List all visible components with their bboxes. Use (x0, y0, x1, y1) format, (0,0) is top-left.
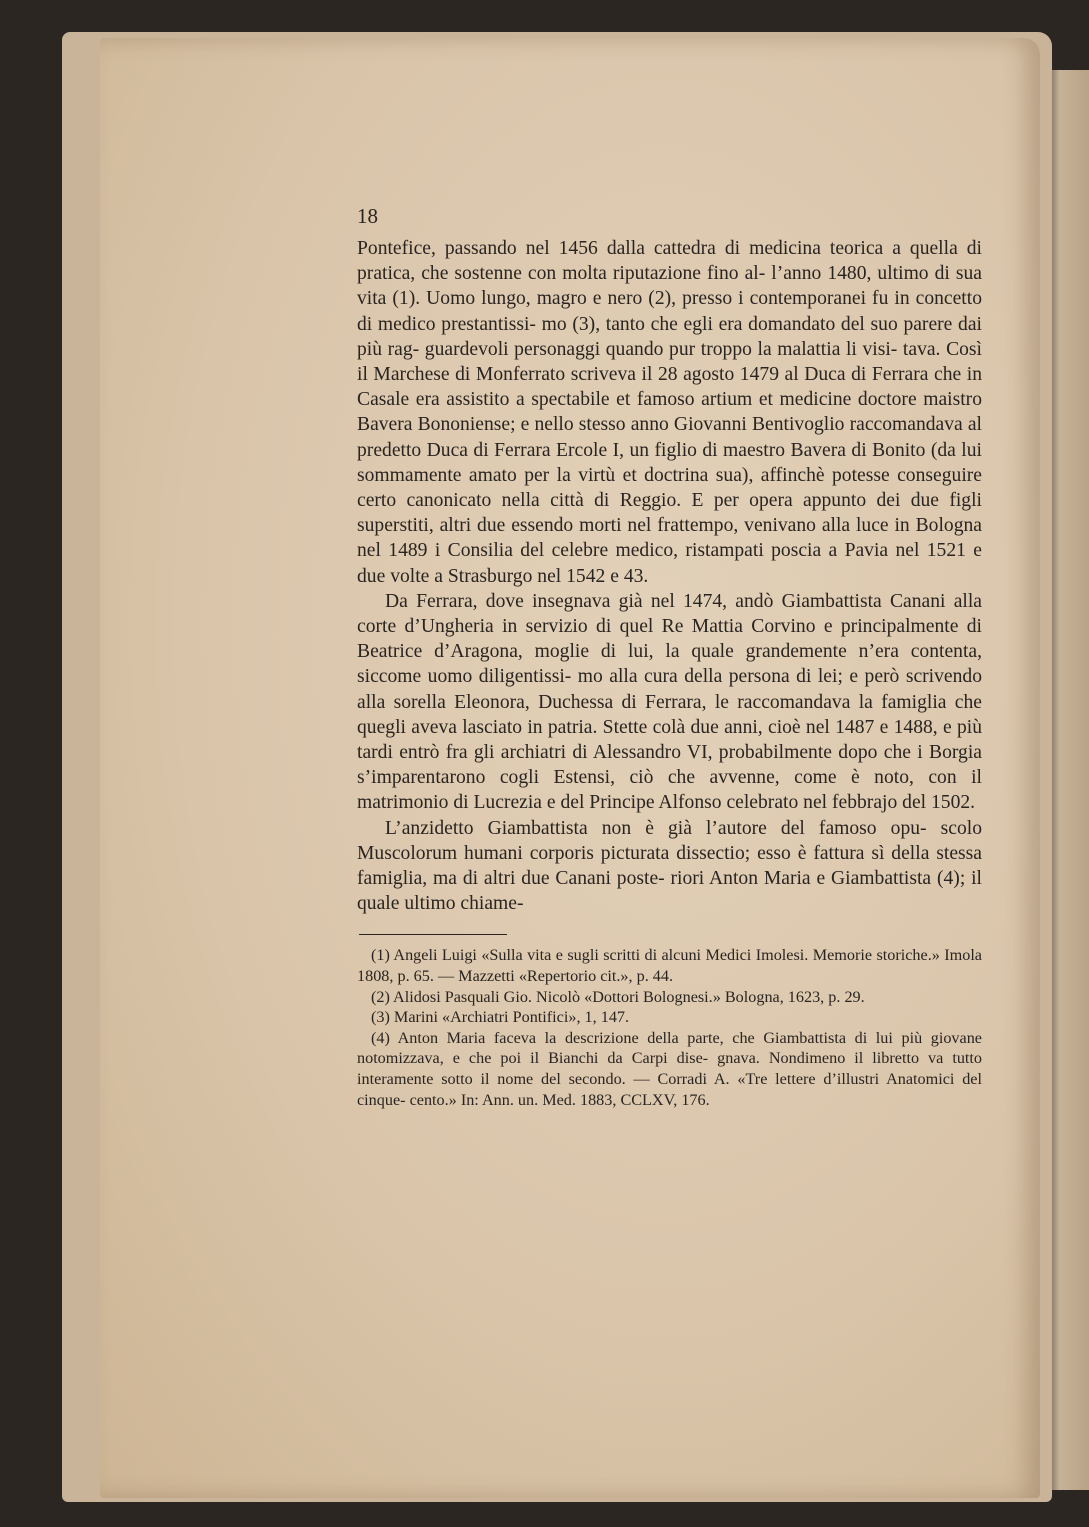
text-block (357, 202, 982, 1110)
footnote: (1) Angeli Luigi «Sulla vita e sugli scritti di alcuni Medici Imolesi. Memorie storiche.» Imola 1808, p. 65. — Mazzetti «Repertorio cit.», p. 44. (357, 946, 982, 986)
footnote-divider (359, 934, 507, 935)
paragraph: Pontefice, passando nel 1456 dalla cattedra di medicina teorica a quella di pratica, che sostenne con molta riputazione fino al- l’anno 1480, ultimo di sua vita (1). Uomo lungo, magro e nero (2), presso i contemporanei fu in concetto di medico prestantissi- mo (3), tanto che egli era domandato del suo parere dai più rag- guardevoli personaggi quando pur troppo la malattia li visi- tava. Così il Marchese di Monferrato scriveva il 28 agosto 1479 al Duca di Ferrara che in Casale era assistito a spectabile et famoso artium et medicine doctore maistro Bavera Bononiense; e nello stesso anno Giovanni Bentivoglio raccomandava al predetto Duca di Ferrara Ercole I, un figlio di maestro Bavera di Bonito (da lui sommamente amato per la virtù et doctrina sua), affinchè potesse conseguire certo canonicato nella città di Reggio. E per opera appunto dei due figli superstiti, altri due essendo morti nel frattempo, venivano alla luce in Bologna nel 1489 i Consilia del celebre medico, ristampati poscia a Pavia nel 1521 e due volte a Strasburgo nel 1542 e 43. (357, 238, 982, 587)
footnote: (2) Alidosi Pasquali Gio. Nicolò «Dottori Bolognesi.» Bologna, 1623, p. 29. (371, 987, 865, 1006)
paragraph: L’anzidetto Giambattista non è già l’autore del famoso opu- scolo Muscolorum humani corporis picturata dissectio; esso è fattura sì della stessa famiglia, ma di altri due Canani poste- riori Anton Maria e Giambattista (4); il quale ultimo chiame- (357, 817, 982, 915)
body-text (357, 236, 982, 916)
page-number: 18 (357, 204, 378, 228)
footnote: (3) Marini «Archiatri Pontifici», 1, 147. (371, 1008, 630, 1027)
footnotes (357, 945, 982, 1110)
footnote: (4) Anton Maria faceva la descrizione della parte, che Giambattista di lui più giovane notomizzava, e che poi il Bianchi da Carpi dise- gnava. Nondimeno il libretto va tutto interamente sotto il nome del secondo. — Corradi A. «Tre lettere d’illustri Anatomici del cinque- cento.» In: Ann. un. Med. 1883, CCLXV, 176. (357, 1028, 982, 1109)
paragraph: Da Ferrara, dove insegnava già nel 1474, andò Giambattista Canani alla corte d’Ungheria in servizio di quel Re Mattia Corvino e principalmente di Beatrice d’Aragona, moglie di lui, la quale grandemente n’era contenta, siccome uomo diligentissi- mo alla cura della persona di lei; e però scrivendo alla sorella Eleonora, Duchessa di Ferrara, le raccomandava la famiglia che quegli aveva lasciato in patria. Stette colà due anni, cioè nel 1487 e 1488, e più tardi entrò fra gli archiatri di Alessandro VI, probabilmente dopo che i Borgia s’imparentarono cogli Estensi, ciò che avvenne, come è noto, con il matrimonio di Lucrezia e del Principe Alfonso celebrato nel febbrajo del 1502. (357, 590, 982, 814)
